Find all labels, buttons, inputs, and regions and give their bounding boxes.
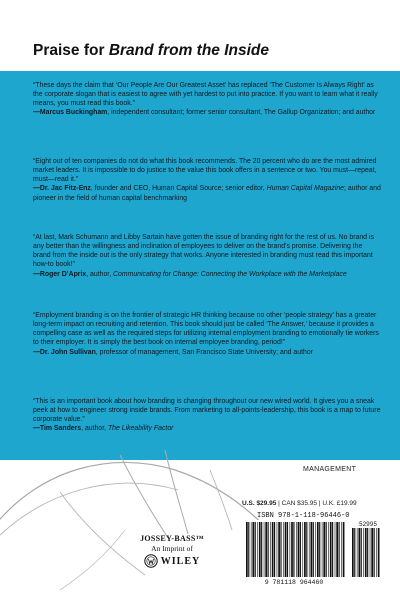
quote-author: —Dr. John Sullivan (33, 348, 96, 356)
quote-book: The Likeability Factor (107, 425, 174, 433)
swirl-line (120, 455, 168, 538)
quote-text: “Employment branding is on the frontier of strategic HR thinking because no other ‘people strategy’ has a greater long-term impact on recruiting and retention. This book should just be called ‘The Answer,’ because it provides a compelling case as well as the required steps for utilizing internal employment branding to emotionally tie workers to their employer. It is simply the best book on internal employee branding, period!” (33, 312, 379, 347)
barcode-bar (352, 528, 354, 577)
quote-text: “At last, Mark Schumann and Libby Sartain have gotten the issue of branding right for the rest of us. No brand is any better than the willingness and inclination of employees to deliver on the brand’s promise. Delivering the brand from the inside out is the only strategy that works. Anyone interested in branding must read this important how-to book!” (33, 234, 374, 269)
barcode-bar (319, 522, 320, 577)
barcode-bar (268, 522, 269, 577)
quote-publication: Human Capital Magazine (266, 185, 345, 193)
publisher-parent: WILEY (160, 555, 201, 567)
swirl-line (210, 470, 232, 530)
quote-3 (33, 233, 381, 279)
quote-book: Communicating for Change: Connecting the Workplace with the Marketplace (113, 270, 347, 278)
barcode-bar (302, 522, 303, 577)
barcode-bar (264, 522, 265, 577)
barcode-bar (322, 522, 323, 577)
barcode-bar (265, 522, 267, 577)
quote-2 (33, 157, 381, 203)
barcode-bar (298, 522, 300, 577)
quote-author: —Dr. Jac Fitz-Enz (33, 185, 91, 193)
quote-role: , author, (81, 425, 108, 433)
barcode-bar (378, 528, 380, 577)
quote-text: “This is an important book about how branding is changing throughout our new wired world. It gives you a sneak peek at how to engineer strong inside brands. From marketing to all-points-leadership, this book is a map to future corporate value.” (33, 398, 381, 424)
price-line (242, 500, 357, 507)
quote-author: —Roger D’Aprix (33, 270, 87, 278)
barcode-bar (277, 522, 278, 577)
barcode-bar (259, 522, 261, 577)
barcode-bar (287, 522, 288, 577)
barcode-bar (328, 522, 329, 577)
price-other: | CAN $35.95 | U.K. £19.99 (276, 500, 357, 507)
barcode-bar (376, 528, 377, 577)
wiley-emblem-icon (144, 554, 158, 568)
quote-role-cont: ; author and pioneer in the field of human capital benchmarking (33, 185, 381, 202)
barcode-bar (252, 522, 254, 577)
barcode-bar (374, 528, 375, 577)
barcode-bar (246, 522, 248, 577)
quote-1 (33, 81, 381, 118)
barcode-bar (283, 522, 284, 577)
barcode-bar (343, 522, 345, 577)
barcode-bar (309, 522, 310, 577)
quote-attribution (33, 108, 381, 117)
category-label: MANAGEMENT (303, 466, 357, 473)
barcode-bar (358, 528, 360, 577)
praise-prefix: Praise for (33, 42, 109, 59)
barcode-graphic (242, 520, 382, 586)
barcode-bar (304, 522, 306, 577)
barcode-bar (296, 522, 297, 577)
barcode-bar (341, 522, 342, 577)
barcode-bar (365, 528, 367, 577)
barcode-bar (293, 522, 294, 577)
quote-text: “Eight out of ten companies do not do what this book recommends. The 20 percent who do are the most admired market leaders. It is impossible to do justice to the value this book offers in a sentence or two. You must—repeat, must—read it.” (33, 158, 377, 184)
barcode-bar (291, 522, 293, 577)
book-title: Brand from the Inside (108, 42, 269, 59)
swirl-line (165, 450, 188, 534)
quote-author: —Marcus Buckingham (33, 109, 108, 117)
barcode-bar (326, 522, 327, 577)
wiley-mark (132, 554, 212, 568)
barcode-bar (257, 522, 258, 577)
barcode-bar (315, 522, 316, 577)
barcode-bar (339, 522, 340, 577)
barcode-bar (300, 522, 301, 577)
barcode-bar (285, 522, 287, 577)
quote-role: , founder and CEO, Human Capital Source; senior editor, (90, 185, 267, 193)
barcode-bar (313, 522, 314, 577)
barcode-bar (361, 528, 362, 577)
quote-attribution (33, 348, 381, 357)
barcode-bar (280, 522, 281, 577)
barcode-bar (332, 522, 333, 577)
barcode-bar (330, 522, 332, 577)
barcode-bar (274, 522, 275, 577)
barcode-bar (336, 522, 338, 577)
quote-4 (33, 311, 381, 357)
barcode-bar (367, 528, 368, 577)
barcode-bar (272, 522, 274, 577)
barcode-bar (371, 528, 373, 577)
barcode-bar (323, 522, 325, 577)
quote-attribution (33, 184, 381, 202)
barcode-bar (290, 522, 291, 577)
quote-role: , professor of management, San Francisco State University; and author (95, 348, 313, 356)
publisher-logo (132, 534, 212, 568)
barcode-bar (370, 528, 371, 577)
barcode-bar (354, 528, 355, 577)
quote-role: , author, (86, 270, 114, 278)
barcode-bar (261, 522, 262, 577)
barcode-bar (278, 522, 280, 577)
quote-text: “These days the claim that ‘Our People Are Our Greatest Asset’ has replaced ‘The Customer Is Always Right’ as the corporate slogan that is easiest to agree with yet hardest to put into practice. If you want to learn what it really means, you must read this book.” (33, 82, 378, 108)
barcode-bar (363, 528, 364, 577)
barcode-bar (248, 522, 249, 577)
quote-attribution (33, 270, 381, 279)
barcode-bar (306, 522, 307, 577)
price-us: U.S. $29.95 (242, 500, 277, 507)
barcode-bar (357, 528, 358, 577)
barcode-number: 9 781118 964460 (264, 579, 324, 586)
barcode-bar (251, 522, 252, 577)
publisher-imprint: An Imprint of (151, 544, 193, 553)
barcode-bar (311, 522, 313, 577)
praise-heading (33, 42, 269, 60)
barcode-price-code: 52995 (358, 521, 378, 528)
quote-author: —Tim Sanders (33, 425, 82, 433)
swirl-line (60, 530, 125, 590)
isbn-label: ISBN 978-1-118-96446-0 (257, 512, 350, 520)
barcode-bar (335, 522, 336, 577)
publisher-name: JOSSEY-BASS™ (140, 534, 204, 543)
barcode-bar (255, 522, 256, 577)
quote-5 (33, 397, 381, 434)
barcode-bar (317, 522, 319, 577)
barcode (242, 520, 382, 586)
barcode-bar (270, 522, 271, 577)
quote-role: , independent consultant; former senior consultant, The Gallup Organization; and author (107, 109, 376, 117)
